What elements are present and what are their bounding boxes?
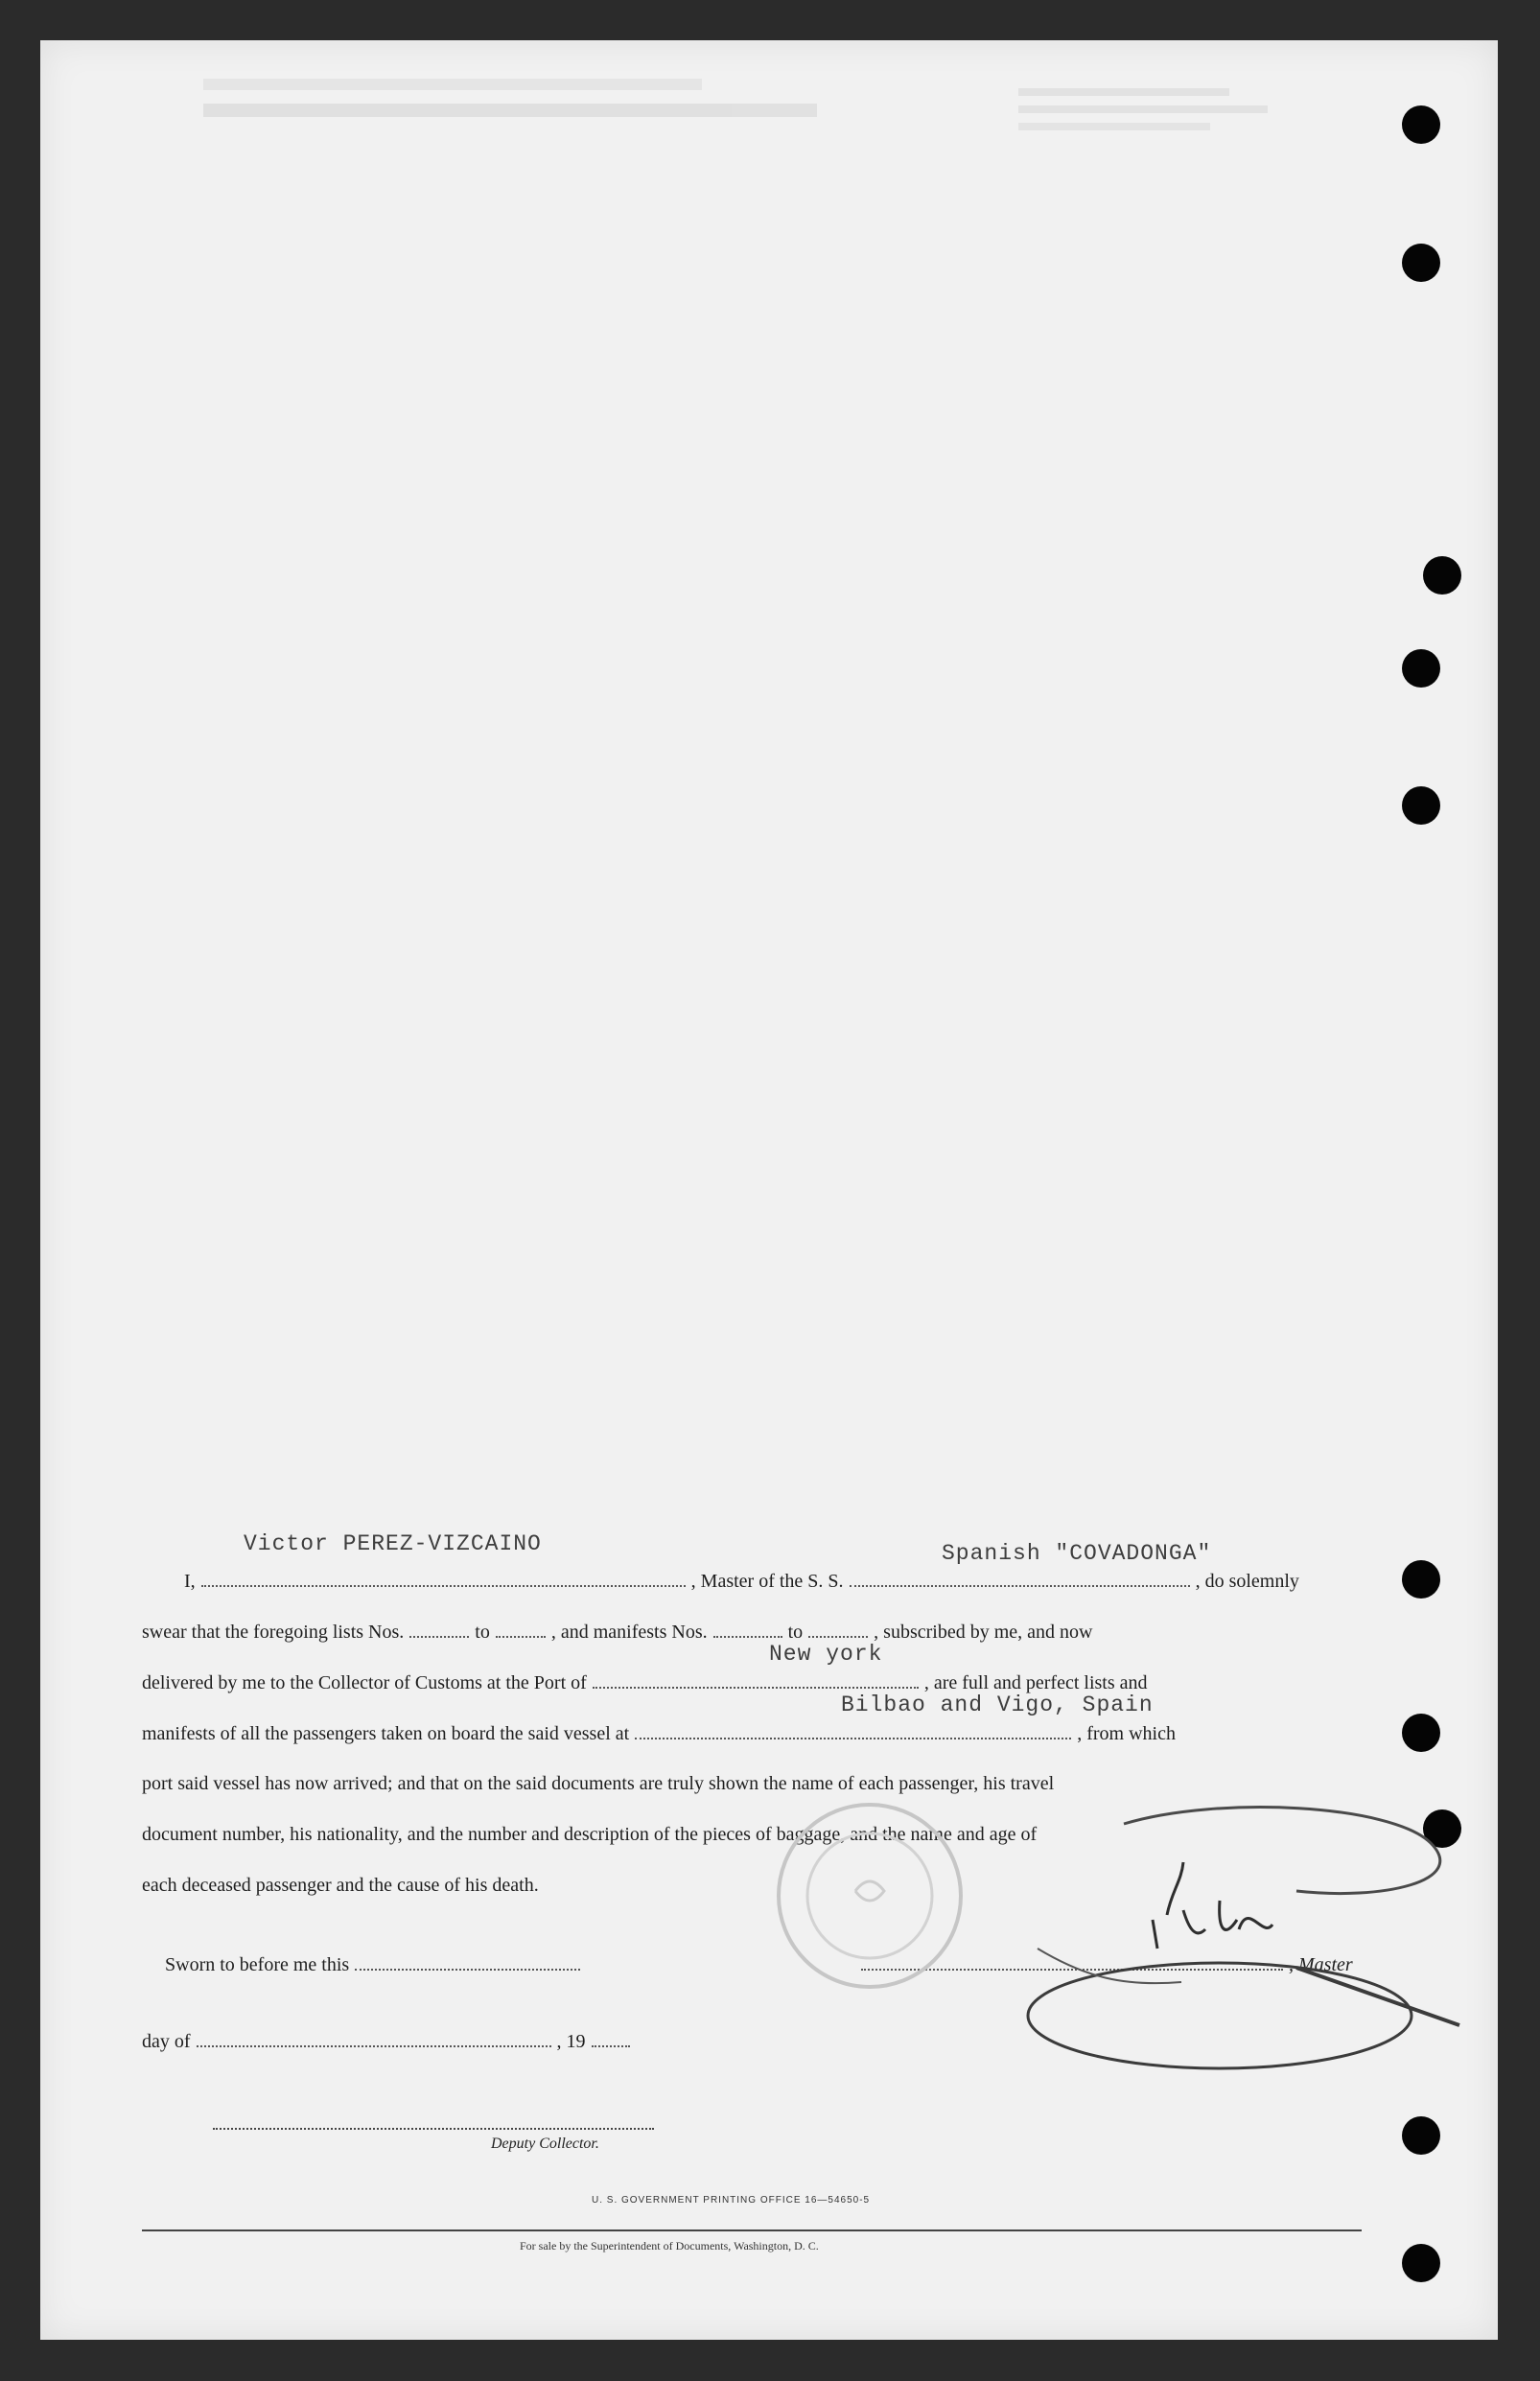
oath-line-4: manifests of all the passengers taken on board the said vessel at , from which xyxy=(142,1723,1176,1744)
vessel-name-typed: Spanish "COVADONGA" xyxy=(942,1541,1212,1566)
deputy-collector-label: Deputy Collector. xyxy=(491,2136,599,2152)
punch-hole xyxy=(1402,1560,1440,1599)
punch-hole xyxy=(1402,105,1440,144)
oath-line-6: document number, his nationality, and the number and description of the pieces of baggage, and the name and age of xyxy=(142,1824,1038,1845)
oath-line-5: port said vessel has now arrived; and that on the said documents are truly shown the name of each passenger, his travel xyxy=(142,1773,1055,1794)
bleed-through-text xyxy=(203,79,836,146)
sworn-line: Sworn to before me this xyxy=(165,1953,586,1976)
gpo-imprint: U. S. GOVERNMENT PRINTING OFFICE 16—54650-5 xyxy=(592,2195,871,2206)
departure-port-typed: Bilbao and Vigo, Spain xyxy=(841,1692,1154,1717)
oath-line-3: delivered by me to the Collector of Customs at the Port of , are full and perfect lists and xyxy=(142,1672,1148,1693)
master-name-typed: Victor PEREZ-VIZCAINO xyxy=(244,1531,542,1556)
punch-hole xyxy=(1402,244,1440,282)
day-line: day of , 19 xyxy=(142,2030,636,2053)
footer-rule xyxy=(142,2229,1362,2231)
punch-hole xyxy=(1402,1714,1440,1752)
punch-hole xyxy=(1423,556,1461,595)
master-signature-line: , Master xyxy=(855,1953,1353,1976)
punch-hole xyxy=(1402,2244,1440,2282)
oath-line-7: each deceased passenger and the cause of his death. xyxy=(142,1875,539,1896)
arrival-port-typed: New york xyxy=(769,1642,883,1667)
oath-line-1: I, , Master of the S. S. , do solemnly xyxy=(184,1571,1299,1592)
punch-hole xyxy=(1402,786,1440,825)
punch-hole xyxy=(1402,2116,1440,2155)
oath-line-2: swear that the foregoing lists Nos. to , and manifests Nos. to , subscribed by me, and now xyxy=(142,1622,1093,1643)
master-signature-scribble xyxy=(932,1786,1469,2092)
deputy-collector-line xyxy=(213,2126,654,2130)
sale-imprint: For sale by the Superintendent of Documents, Washington, D. C. xyxy=(520,2239,819,2253)
bleed-through-text-2 xyxy=(1018,88,1287,146)
punch-hole xyxy=(1402,649,1440,688)
document-page xyxy=(40,40,1498,2340)
